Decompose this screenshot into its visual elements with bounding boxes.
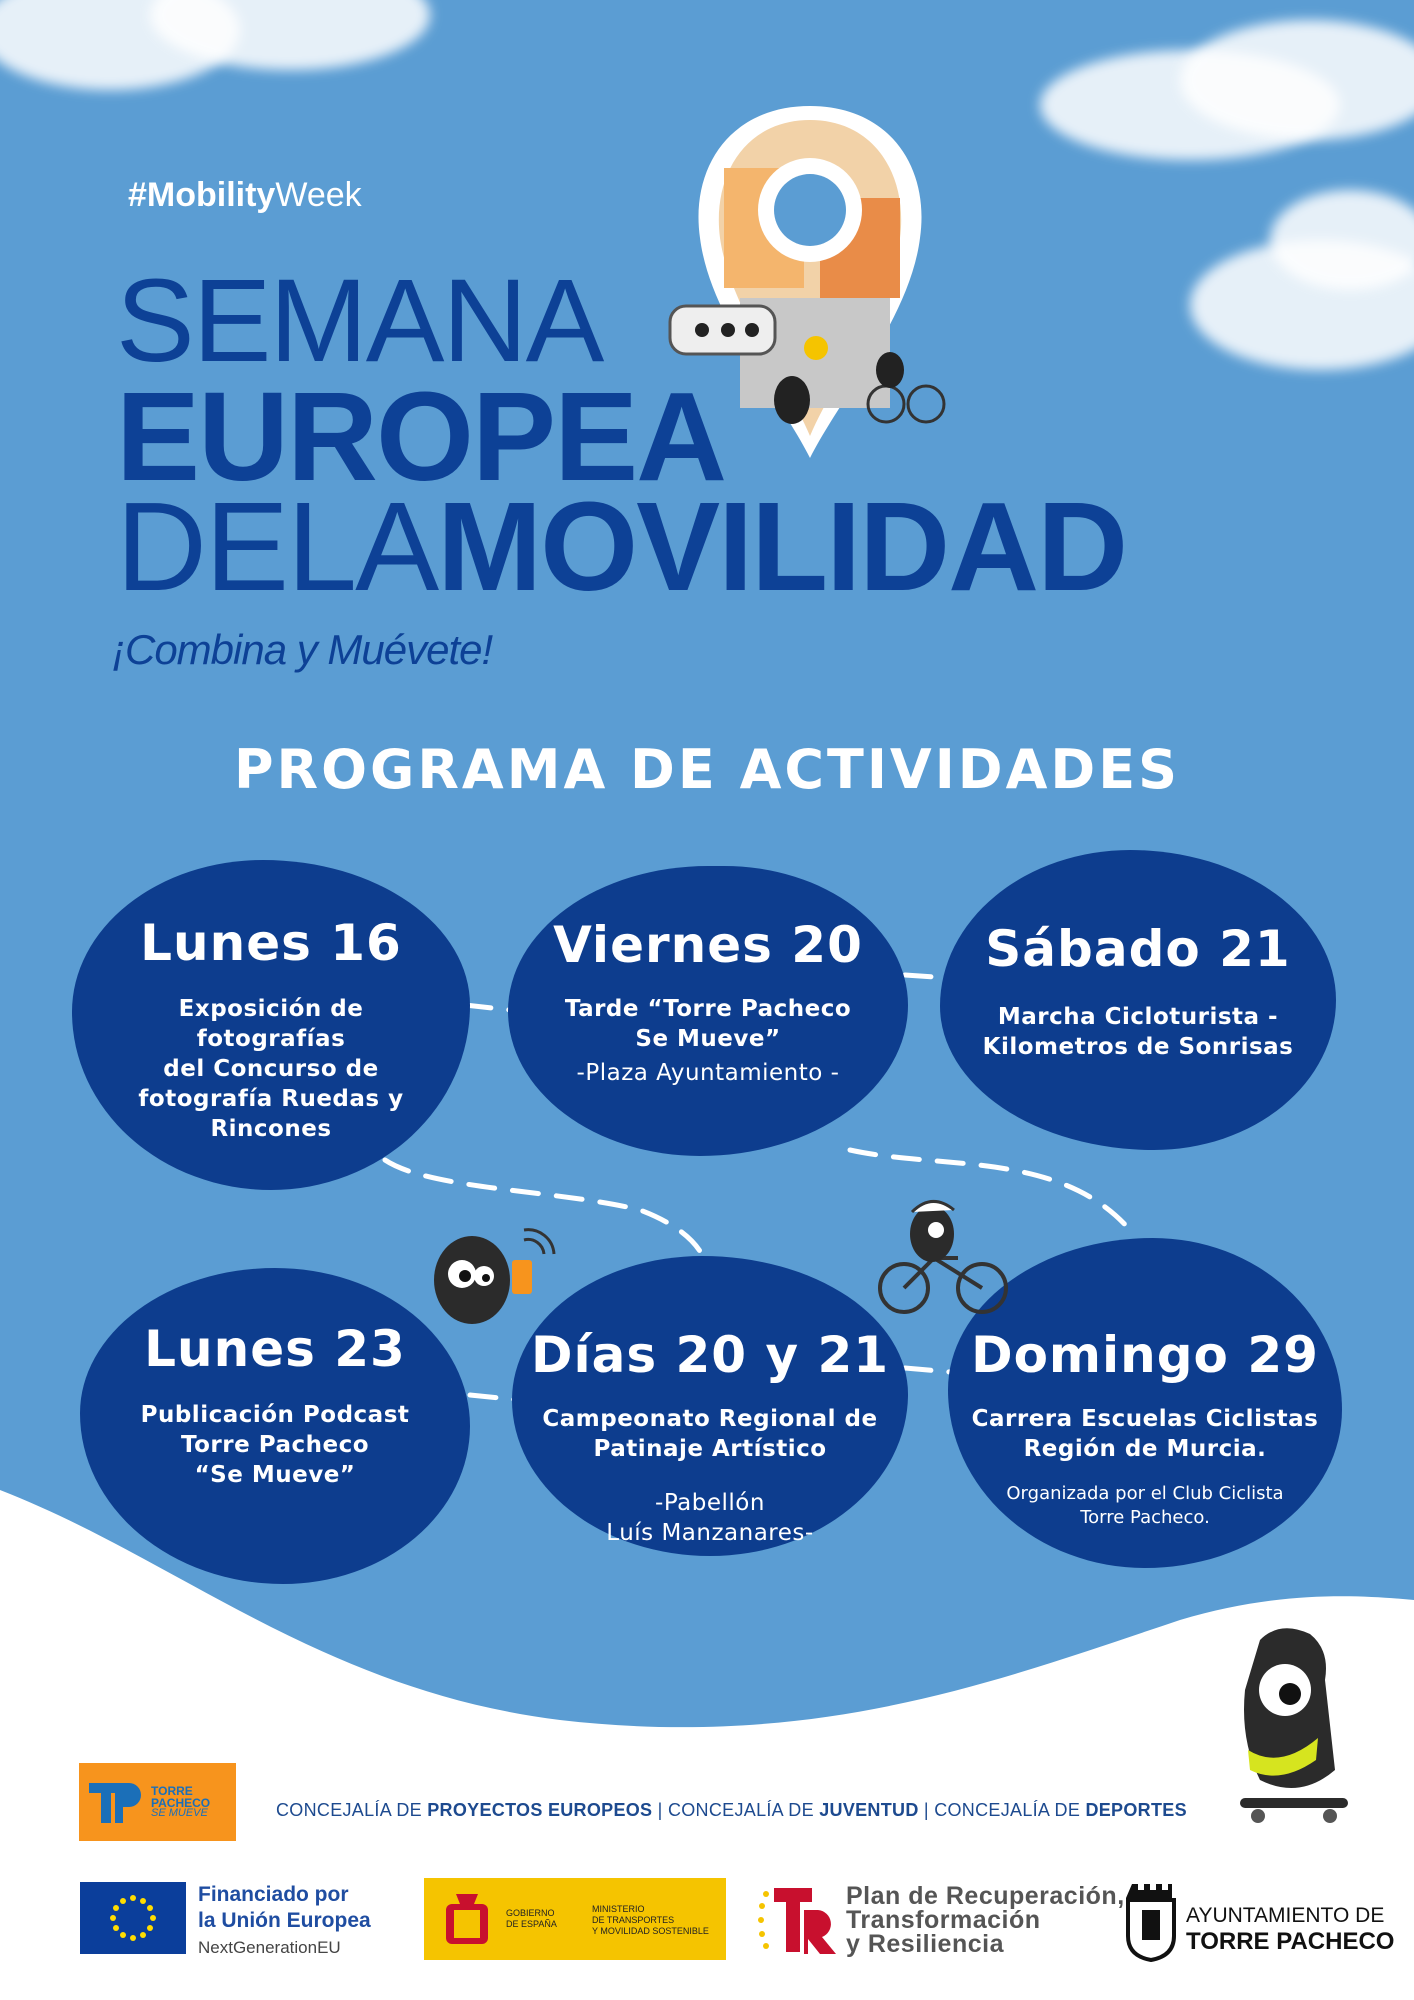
plan-line: y Resiliencia: [846, 1930, 1004, 1958]
tp-logo-mark: [87, 1775, 145, 1829]
tp-logo-text: [151, 1785, 210, 1809]
concejalia-prefix: CONCEJALÍA DE: [934, 1800, 1086, 1820]
desc-line: Región de Murcia.: [1023, 1436, 1267, 1462]
desc-line: del Concurso de: [163, 1056, 379, 1082]
desc-line: Rincones: [210, 1116, 332, 1142]
mascot-skateboarder-illustration: [1200, 1620, 1370, 1840]
note-line: Torre Pacheco.: [1080, 1507, 1210, 1528]
separator: |: [918, 1800, 935, 1820]
desc-line: Marcha Cicloturista -: [997, 1004, 1279, 1030]
activity-day: Sábado 21: [985, 920, 1291, 978]
title-line-1: SEMANA: [116, 255, 603, 387]
eu-line: Financiado por: [198, 1883, 349, 1906]
torre-pacheco-coat-of-arms-icon: [1124, 1878, 1178, 1962]
activity-day: Domingo 29: [971, 1326, 1319, 1384]
next-generation-eu: NextGenerationEU: [198, 1938, 341, 1957]
desc-line: fotografías: [196, 1026, 346, 1052]
ministerio-line: Y MOVILIDAD SOSTENIBLE: [592, 1926, 709, 1936]
desc-line: Carrera Escuelas Ciclistas: [971, 1406, 1319, 1432]
eu-funding-text: [198, 1882, 371, 1934]
eu-line: la Unión Europea: [198, 1909, 371, 1932]
ministerio-line: DE TRANSPORTES: [592, 1915, 675, 1925]
ayuntamiento-label: AYUNTAMIENTO DE: [1186, 1904, 1385, 1927]
plan-line: Transformación: [846, 1906, 1041, 1934]
plan-line: Plan de Recuperación,: [846, 1882, 1125, 1910]
concejalias-line: [276, 1800, 1187, 1821]
place-line: Luís Manzanares-: [606, 1520, 814, 1546]
gob-line: GOBIERNO: [506, 1908, 555, 1918]
hashtag-bold: #Mobility: [128, 176, 276, 214]
place-line: -Pabellón: [655, 1490, 765, 1516]
desc-line: fotografía Ruedas y: [138, 1086, 404, 1112]
concejalia-name: JUVENTUD: [819, 1800, 919, 1820]
tp-logo-line: PACHECO: [151, 1796, 211, 1810]
ministerio-text: [592, 1904, 709, 1937]
activity-day: Viernes 20: [553, 916, 863, 974]
title-line-3-bold: MOVILIDAD: [437, 476, 1127, 617]
desc-line: Publicación Podcast: [140, 1402, 410, 1428]
desc-line: Campeonato Regional de: [542, 1406, 878, 1432]
desc-line: Patinaje Artístico: [593, 1436, 827, 1462]
desc-line: Exposición de: [178, 996, 364, 1022]
torre-pacheco-label: TORRE PACHECO: [1186, 1928, 1395, 1955]
spain-coat-of-arms-icon: [438, 1890, 496, 1950]
slogan: ¡Combina y Muévete!: [112, 626, 493, 673]
separator: |: [652, 1800, 668, 1820]
desc-line: “Se Mueve”: [194, 1462, 356, 1488]
desc-line: Se Mueve”: [635, 1026, 781, 1052]
plan-recuperacion-logo-icon: [756, 1880, 840, 1960]
tp-logo-line: TORRE: [151, 1784, 193, 1798]
title-line-3-light: DELA: [116, 476, 438, 617]
concejalia-prefix: CONCEJALÍA DE: [276, 1800, 428, 1820]
gobierno-text: [506, 1908, 557, 1930]
concejalia-name: DEPORTES: [1085, 1800, 1187, 1820]
plan-recuperacion-text: [846, 1884, 1125, 1956]
ministerio-line: MINISTERIO: [592, 1904, 645, 1914]
desc-line: Tarde “Torre Pacheco: [564, 996, 852, 1022]
hashtag-rest: Week: [275, 176, 362, 214]
desc-line: Kilometros de Sonrisas: [982, 1034, 1294, 1060]
tp-logo-tagline: SE MUEVE: [151, 1807, 208, 1819]
activity-day: Días 20 y 21: [530, 1326, 890, 1384]
gob-line: DE ESPAÑA: [506, 1919, 557, 1929]
activity-place: -Plaza Ayuntamiento -: [576, 1060, 840, 1086]
concejalia-prefix: CONCEJALÍA DE: [667, 1800, 820, 1820]
desc-line: Torre Pacheco: [180, 1432, 370, 1458]
activity-day: Lunes 23: [144, 1320, 406, 1378]
concejalia-name: PROYECTOS EUROPEOS: [427, 1800, 653, 1820]
activity-day: Lunes 16: [140, 914, 402, 972]
gobierno-espana-logo: [424, 1878, 726, 1960]
torre-pacheco-se-mueve-logo: [79, 1763, 236, 1841]
section-title: PROGRAMA DE ACTIVIDADES: [233, 738, 1181, 801]
title-line-2: EUROPEA: [116, 366, 726, 507]
note-line: Organizada por el Club Ciclista: [1006, 1483, 1284, 1504]
eu-flag-icon: [80, 1882, 186, 1954]
